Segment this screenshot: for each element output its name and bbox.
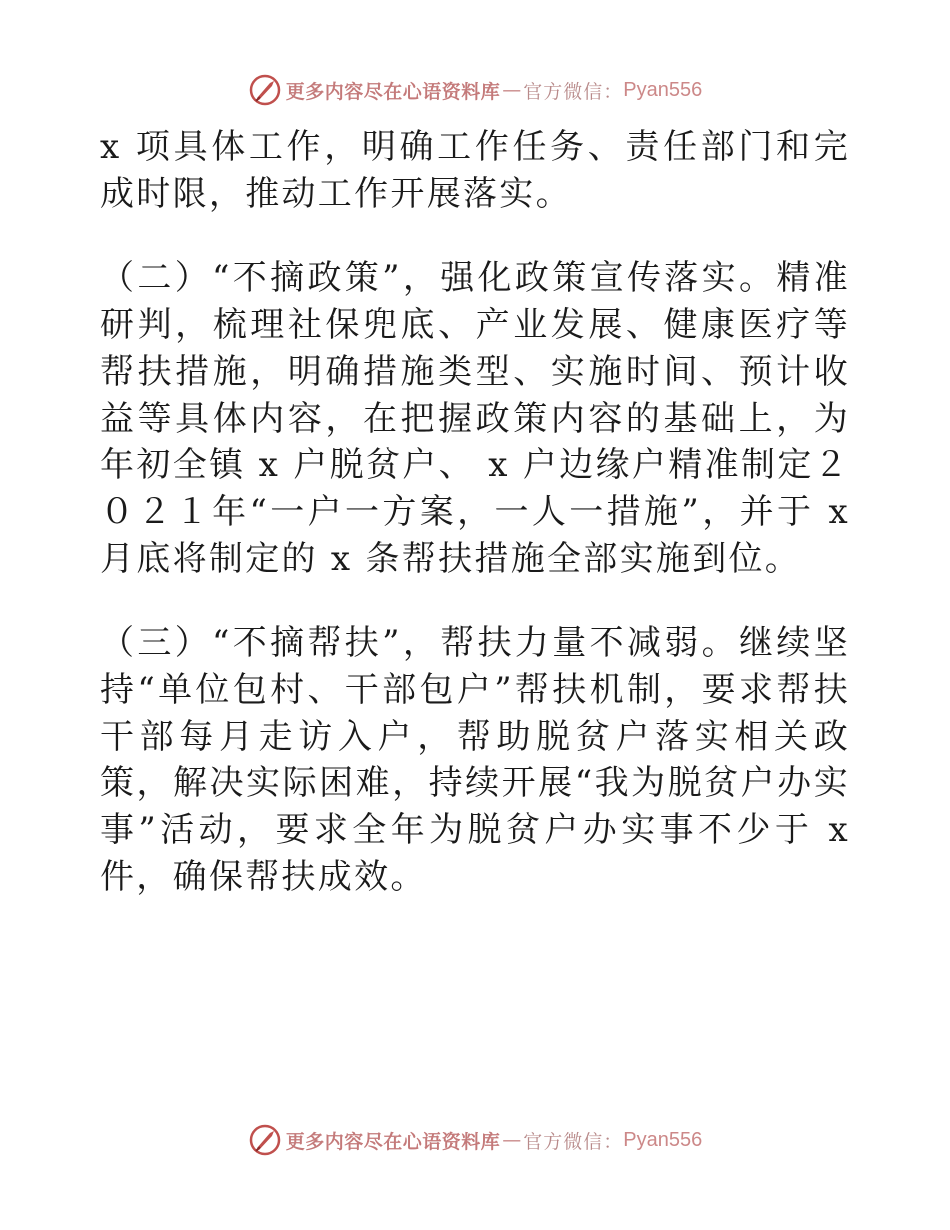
watermark-wechat-label: 官方微信： — [523, 1130, 624, 1153]
watermark-footer — [0, 1120, 950, 1160]
watermark-dash: — — [502, 1129, 522, 1151]
watermark-account: Pyan556 — [623, 1128, 703, 1151]
watermark-wechat-label: 官方微信： — [523, 80, 624, 103]
paragraph-continuation: x 项具体工作，明确工作任务、责任部门和完成时限，推动工作开展落实。 — [100, 127, 850, 214]
watermark-header — [0, 70, 950, 110]
paragraph-section-three: （三）“不摘帮扶”，帮扶力量不减弱。继续坚持“单位包村、干部包户”帮扶机制，要求帮扶干部每月走访入户，帮助脱贫户落实相关政策，解决实际困难，持续开展“我为脱贫户办实事”活动，要求全年为脱贫户办实事不少于 x 件，确保帮扶成效。 — [100, 623, 850, 897]
watermark-brand: 更多内容尽在心语资料库 — [285, 1130, 501, 1153]
quill-logo-icon — [248, 73, 282, 107]
quill-logo-icon — [248, 1123, 282, 1157]
document-body — [100, 124, 850, 901]
watermark-account: Pyan556 — [623, 78, 703, 101]
paragraph-section-two: （二）“不摘政策”，强化政策宣传落实。精准研判，梳理社保兜底、产业发展、健康医疗等帮扶措施，明确措施类型、实施时间、预计收益等具体内容，在把握政策内容的基础上，为年初全镇 x 户脱贫户、 x 户边缘户精准制定２０２１年“一户一方案，一人一措施”，并于 x 月底将制定的 x 条帮扶措施全部实施到位。 — [100, 258, 850, 579]
watermark-dash: — — [502, 79, 522, 101]
watermark-brand: 更多内容尽在心语资料库 — [285, 80, 501, 103]
